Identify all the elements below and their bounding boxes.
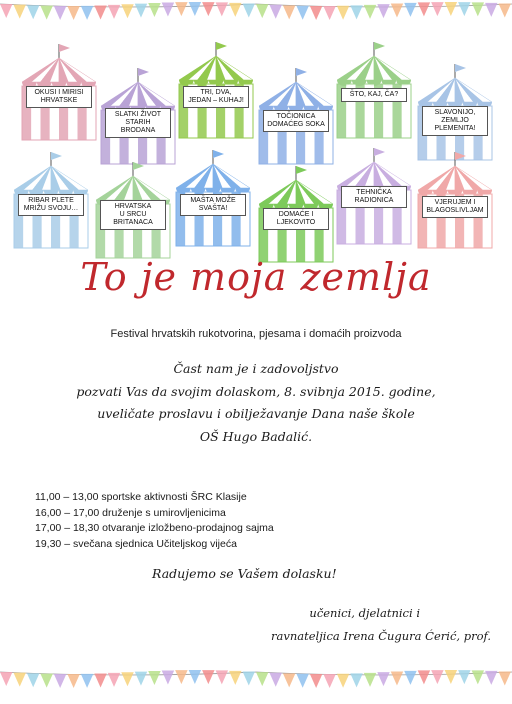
- bunting-flag: [13, 673, 25, 687]
- bunting-flag: [283, 5, 295, 19]
- bunting-flag: [485, 671, 497, 685]
- bunting-flag: [135, 4, 147, 18]
- schedule-item: 17,00 – 18,30 otvaranje izložbeno-prodajnog sajma: [35, 522, 274, 534]
- tent-label: SLAVONIJO, ZEMLJO PLEMENITA!: [422, 106, 488, 136]
- invitation-text: [0, 358, 512, 448]
- tent-slatki-zivot: [97, 66, 179, 166]
- tent-kuhaj: [175, 40, 257, 140]
- bunting-flag: [256, 672, 268, 686]
- bunting-flag: [108, 5, 120, 19]
- bunting-flag: [148, 3, 160, 17]
- bunting-flag: [148, 671, 160, 685]
- tent-sto-kaj-ca: [333, 40, 415, 140]
- bunting-flag: [54, 674, 66, 688]
- tent-domace: [255, 164, 337, 264]
- bunting-flag: [216, 2, 228, 16]
- bunting-flag: [364, 5, 376, 19]
- main-title: To je moja zemlja: [80, 255, 432, 299]
- top-bunting-decoration: [0, 0, 512, 40]
- bunting-flag: [364, 673, 376, 687]
- bunting-flag: [67, 6, 79, 20]
- bunting-flag: [189, 2, 201, 16]
- bunting-flag: [243, 3, 255, 17]
- bunting-flag: [431, 2, 443, 16]
- tent-tehnicka: [333, 146, 415, 246]
- tent-okusi: [18, 42, 100, 142]
- bunting-flag: [27, 5, 39, 19]
- bunting-flag: [404, 3, 416, 17]
- bunting-flag: [40, 674, 52, 688]
- tent-label: VJERUJEM I BLAGOSLIVLJAM: [422, 196, 488, 218]
- bunting-flag: [121, 672, 133, 686]
- bunting-flag: [269, 673, 281, 687]
- schedule-item: 11,00 – 13,00 sportske aktivnosti ŠRC Klasije: [35, 491, 247, 503]
- invitation-line: OŠ Hugo Badalić.: [199, 428, 313, 444]
- bunting-flag: [418, 670, 430, 684]
- bunting-flag: [350, 5, 362, 19]
- bunting-flag: [391, 4, 403, 18]
- bunting-flag: [94, 5, 106, 19]
- bunting-flag: [431, 670, 443, 684]
- tent-label: ŠTO, KAJ, ČA?: [341, 88, 407, 102]
- bunting-flag: [202, 2, 214, 16]
- bunting-flag: [337, 674, 349, 688]
- bunting-flag: [13, 5, 25, 19]
- bunting-flag: [458, 2, 470, 16]
- tent-label: TRI, DVA, JEDAN – KUHAJ!: [183, 86, 249, 108]
- tent-label: MAŠTA MOŽE SVAŠTA!: [180, 194, 246, 216]
- bunting-flag: [162, 670, 174, 684]
- bunting-flag: [135, 672, 147, 686]
- invitation-line: Čast nam je i zadovoljstvo: [173, 361, 339, 376]
- bunting-flag: [418, 2, 430, 16]
- schedule-list: [35, 490, 274, 552]
- tent-label: DOMAĆE I LJEKOVITO: [263, 208, 329, 230]
- bunting-flag: [296, 674, 308, 688]
- bunting-flag: [121, 4, 133, 18]
- bunting-flag: [40, 6, 52, 20]
- tent-label: TEHNIČKA RADIONICA: [341, 186, 407, 208]
- bunting-flag: [243, 671, 255, 685]
- bunting-flag: [269, 5, 281, 19]
- bunting-flag: [202, 670, 214, 684]
- tent-label: RIBAR PLETE MRIŽU SVOJU…: [18, 194, 84, 216]
- bunting-flag: [283, 673, 295, 687]
- bunting-flag: [472, 670, 484, 684]
- bunting-flag: [296, 6, 308, 20]
- bunting-flag: [175, 2, 187, 16]
- bunting-flag: [229, 3, 241, 17]
- tent-ribar: [10, 150, 92, 250]
- bunting-flag: [377, 672, 389, 686]
- invitation-line: uveličate proslavu i obilježavanje Dana naše škole: [97, 406, 415, 421]
- bunting-flag: [216, 670, 228, 684]
- bunting-flag: [162, 2, 174, 16]
- closing-text: Radujemo se Vašem dolasku!: [152, 566, 337, 581]
- schedule-item: 19,30 – svečana sjednica Učiteljskog vijeća: [35, 537, 237, 550]
- tent-label: OKUSI I MIRISI HRVATSKE: [26, 86, 92, 108]
- tent-hrvatska-britanaca: [92, 160, 174, 260]
- tent-label: SLATKI ŽIVOT STARIH BRODANA: [105, 108, 171, 138]
- subtitle: Festival hrvatskih rukotvorina, pjesama i domaćih proizvoda: [110, 328, 402, 340]
- bunting-flag: [458, 670, 470, 684]
- bunting-flag: [67, 674, 79, 688]
- bunting-flag: [323, 6, 335, 20]
- bunting-flag: [404, 671, 416, 685]
- invitation-line: pozvati Vas da svojim dolaskom, 8. svibnja 2015. godine,: [76, 383, 436, 399]
- signature-line: učenici, djelatnici i: [309, 606, 420, 620]
- bunting-flag: [337, 6, 349, 20]
- bunting-flag: [499, 672, 511, 686]
- bunting-flag: [310, 674, 322, 688]
- bunting-flag: [229, 671, 241, 685]
- bunting-flag: [256, 4, 268, 18]
- bunting-flag: [499, 4, 511, 18]
- tent-vjerujem: [414, 150, 496, 250]
- bunting-flag: [391, 672, 403, 686]
- bunting-flag: [81, 6, 93, 20]
- schedule-item: 16,00 – 17,00 druženje s umirovljenicima: [35, 506, 226, 519]
- bunting-flag: [310, 6, 322, 20]
- bunting-flag: [472, 2, 484, 16]
- bunting-flag: [189, 670, 201, 684]
- bottom-bunting-decoration: [0, 654, 512, 704]
- tent-masta: [172, 148, 254, 248]
- bunting-flag: [94, 673, 106, 687]
- bunting-flag: [81, 674, 93, 688]
- bunting-flag: [54, 6, 66, 20]
- bunting-flag: [0, 4, 12, 18]
- bunting-flag: [27, 673, 39, 687]
- bunting-flag: [377, 4, 389, 18]
- bunting-flag: [485, 3, 497, 17]
- bunting-flag: [108, 673, 120, 687]
- tent-label: TOČIONICA DOMAĆEG SOKA: [263, 110, 329, 132]
- bunting-flag: [445, 670, 457, 684]
- tent-label: HRVATSKA U SRCU BRITANACA: [100, 200, 166, 230]
- tent-slavonijo: [414, 62, 496, 162]
- bunting-flag: [0, 672, 12, 686]
- signature-line: ravnateljica Irena Čugura Ćerić, prof.: [271, 629, 491, 643]
- tent-tocionica: [255, 66, 337, 166]
- bunting-flag: [323, 674, 335, 688]
- bunting-flag: [350, 673, 362, 687]
- signature: [0, 602, 505, 648]
- bunting-flag: [175, 670, 187, 684]
- bunting-flag: [445, 2, 457, 16]
